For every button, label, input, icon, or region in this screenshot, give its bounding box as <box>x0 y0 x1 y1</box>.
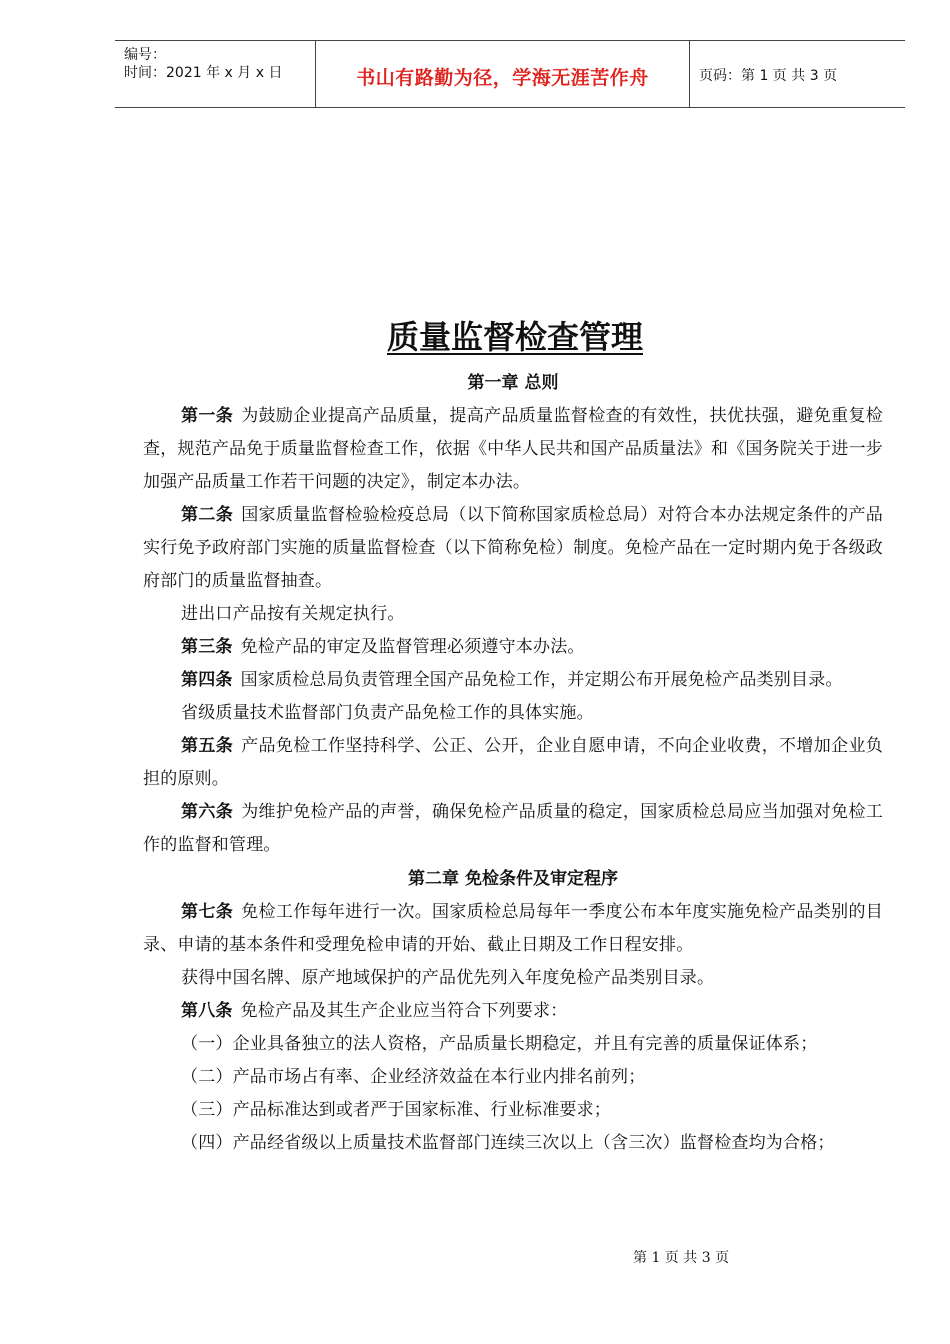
article-paragraph <box>143 730 883 796</box>
document-header <box>115 40 905 108</box>
header-motto-cell <box>316 41 690 107</box>
article-paragraph <box>143 400 883 499</box>
article-label: 第五条 <box>181 736 234 756</box>
document-title: 质量监督检查管理 <box>386 318 643 356</box>
article-label: 第八条 <box>181 1001 233 1021</box>
number-label: 编号： <box>124 47 166 63</box>
list-item: （三）产品标准达到或者严于国家标准、行业标准要求； <box>181 1100 611 1120</box>
article-text: 国家质检总局负责管理全国产品免检工作，并定期公布开展免检产品类别目录。 <box>240 670 843 690</box>
list-item: （二）产品市场占有率、企业经济效益在本行业内排名前列； <box>181 1067 646 1087</box>
document-body <box>143 366 883 1160</box>
time-label: 时间：2021 年 x 月 x 日 <box>124 65 283 81</box>
article-paragraph <box>143 995 883 1028</box>
header-meta-cell <box>115 41 316 107</box>
body-paragraph: 省级质量技术监督部门负责产品免检工作的具体实施。 <box>181 703 594 723</box>
chapter-heading: 第二章 免检条件及审定程序 <box>408 869 618 889</box>
article-label: 第六条 <box>181 802 234 822</box>
article-text: 免检产品的审定及监督管理必须遵守本办法。 <box>240 637 585 657</box>
article-paragraph <box>143 499 883 598</box>
motto-text: 书山有路勤为径，学海无涯苦作舟 <box>356 67 649 89</box>
article-label: 第七条 <box>181 902 234 922</box>
article-paragraph <box>143 896 883 962</box>
article-paragraph <box>143 796 883 862</box>
page-footer: 第 1 页 共 3 页 <box>633 1250 730 1266</box>
article-label: 第二条 <box>181 505 234 525</box>
article-label: 第一条 <box>181 406 234 426</box>
list-item: （四）产品经省级以上质量技术监督部门连续三次以上（含三次）监督检查均为合格； <box>181 1133 835 1153</box>
chapter-heading: 第一章 总则 <box>467 373 559 393</box>
article-text: 免检产品及其生产企业应当符合下列要求： <box>240 1001 568 1021</box>
article-text: 产品免检工作坚持科学、公正、公开，企业自愿申请，不向企业收费，不增加企业负担的原则。 <box>143 736 883 789</box>
list-item: （一）企业具备独立的法人资格，产品质量长期稳定，并且有完善的质量保证体系； <box>181 1034 818 1054</box>
body-paragraph: 进出口产品按有关规定执行。 <box>181 604 405 624</box>
article-text: 为维护免检产品的声誉，确保免检产品质量的稳定，国家质检总局应当加强对免检工作的监督和管理。 <box>143 802 883 855</box>
article-text: 为鼓励企业提高产品质量，提高产品质量监督检查的有效性，扶优扶强，避免重复检查，规范产品免于质量监督检查工作，依据《中华人民共和国产品质量法》和《国务院关于进一步加强产品质量工作若干问题的决定》，制定本办法。 <box>143 406 883 492</box>
article-paragraph <box>143 664 883 697</box>
body-paragraph: 获得中国名牌、原产地域保护的产品优先列入年度免检产品类别目录。 <box>181 968 715 988</box>
page-label: 页码：第 1 页 共 3 页 <box>699 68 838 84</box>
article-text: 国家质量监督检验检疫总局（以下简称国家质检总局）对符合本办法规定条件的产品实行免予政府部门实施的质量监督检查（以下简称免检）制度。免检产品在一定时期内免于各级政府部门的质量监督抽查。 <box>143 505 883 591</box>
article-paragraph <box>143 631 883 664</box>
header-page-cell <box>690 41 905 107</box>
article-label: 第三条 <box>181 637 233 657</box>
article-label: 第四条 <box>181 670 233 690</box>
article-text: 免检工作每年进行一次。国家质检总局每年一季度公布本年度实施免检产品类别的目录、申请的基本条件和受理免检申请的开始、截止日期及工作日程安排。 <box>143 902 883 955</box>
